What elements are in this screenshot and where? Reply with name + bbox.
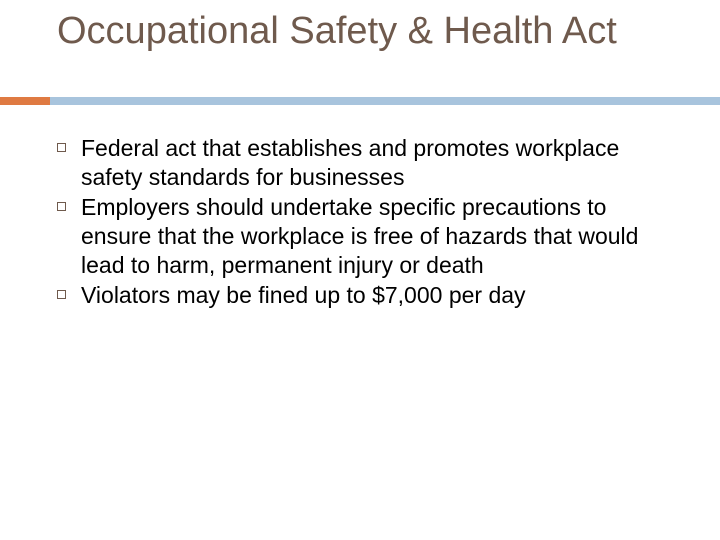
bullet-item	[57, 134, 667, 192]
title-accent-bar-blue	[50, 97, 720, 105]
bullet-item	[57, 281, 667, 310]
bullet-text: Violators may be fined up to $7,000 per day	[81, 282, 526, 308]
slide-title: Occupational Safety & Health Act	[57, 10, 617, 52]
bullet-text: Employers should undertake specific precautions to ensure that the workplace is free of hazards that would lead to harm, permanent injury or death	[81, 194, 639, 278]
bullet-item	[57, 193, 667, 280]
hollow-square-icon	[57, 290, 66, 299]
bullet-list	[57, 134, 667, 311]
bullet-text: Federal act that establishes and promotes workplace safety standards for businesses	[81, 135, 620, 190]
hollow-square-icon	[57, 202, 66, 211]
hollow-square-icon	[57, 143, 66, 152]
title-accent-bar-orange	[0, 97, 50, 105]
